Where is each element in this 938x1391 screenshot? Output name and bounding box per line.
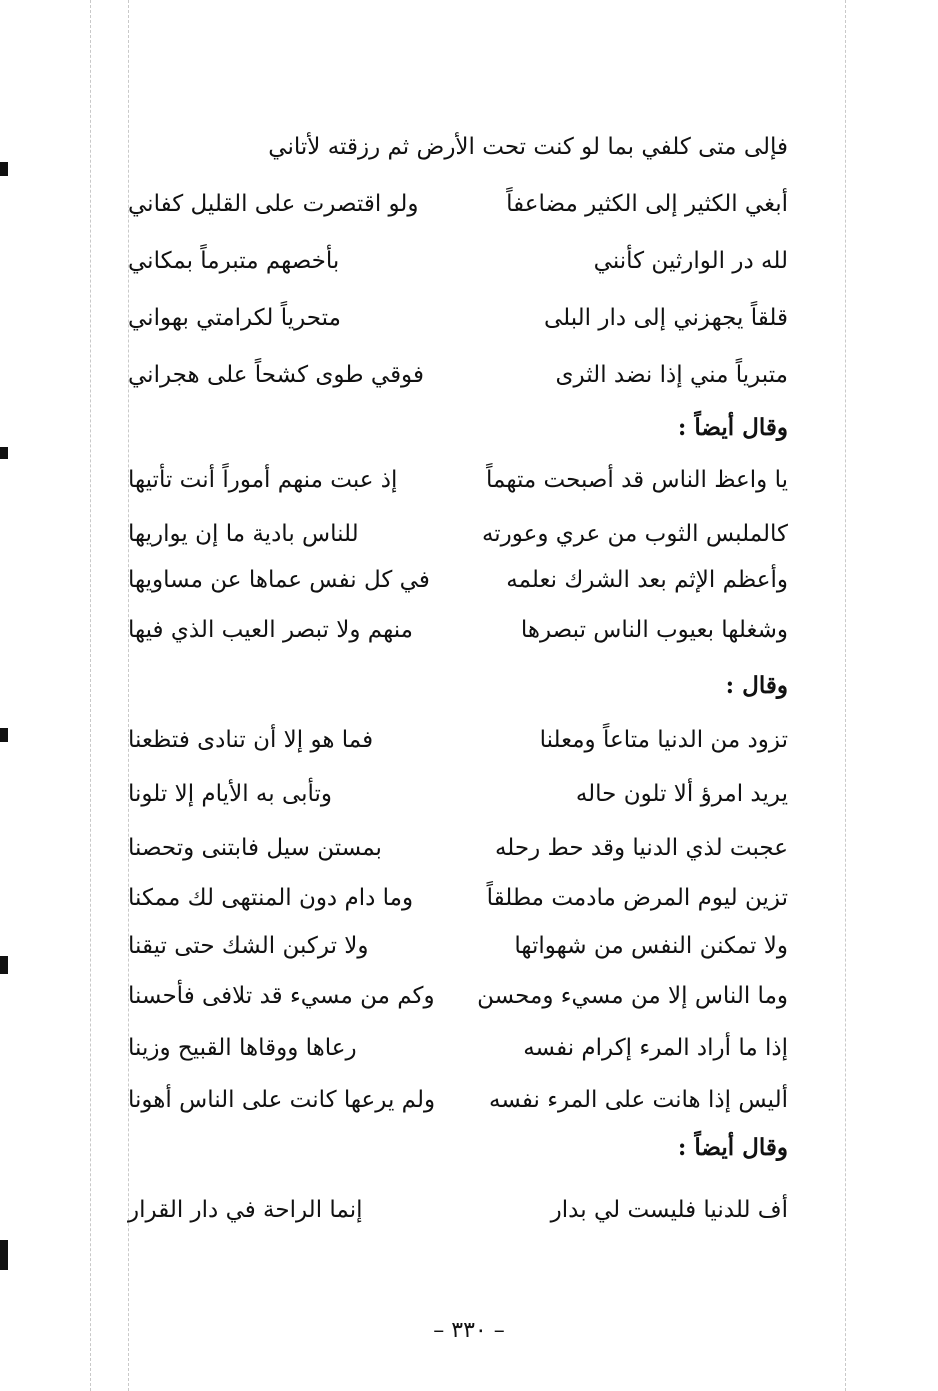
verse-second-hemistich: وما دام دون المنتهى لك ممكنا	[128, 885, 414, 911]
verse-second-hemistich: إنما الراحة في دار القرار	[128, 1197, 363, 1223]
verse-line	[128, 1188, 788, 1232]
verse-second-hemistich: منهم ولا تبصر العيب الذي فيها	[128, 617, 413, 643]
scan-guide-line	[90, 0, 91, 1391]
verse-second-hemistich: بمستن سيل فابتنى وتحصنا	[128, 835, 382, 861]
verse-second-hemistich: فما هو إلا أن تنادى فتظعنا	[128, 727, 374, 753]
page-number: – ٣٣٠ –	[433, 1318, 505, 1343]
verse-first-hemistich: يا واعظ الناس قد أصبحت متهماً	[486, 467, 788, 493]
verse-line	[128, 296, 788, 340]
poem-heading: وقال أيضاً :	[677, 414, 788, 441]
verse-first-hemistich: وشغلها بعيوب الناس تبصرها	[520, 617, 788, 643]
verse-first-hemistich: يريد امرؤ ألا تلون حاله	[575, 781, 788, 807]
verse-line	[128, 512, 788, 556]
scan-edge-mark	[0, 956, 8, 974]
verse-first-hemistich: قلقاً يجهزني إلى دار البلى	[543, 305, 788, 331]
verse-line	[128, 558, 788, 602]
verse-first-hemistich: ولا تمكنن النفس من شهواتها	[514, 933, 788, 959]
verse-first-hemistich: عجبت لذي الدنيا وقد حط رحله	[494, 835, 788, 861]
scan-edge-mark	[0, 728, 8, 742]
verse-line	[128, 458, 788, 502]
verse-full-line: فإلى متى كلفي بما لو كنت تحت الأرض ثم رزقته لأتاني	[268, 134, 788, 160]
verse-second-hemistich: بأخصهم متبرماً بمكاني	[128, 248, 340, 274]
verse-second-hemistich: للناس بادية ما إن يواريها	[128, 521, 359, 547]
verse-first-hemistich: تزين ليوم المرض مادمت مطلقاً	[486, 885, 788, 911]
verse-first-hemistich: وأعظم الإثم بعد الشرك نعلمه	[506, 567, 788, 593]
scan-edge-mark	[0, 162, 8, 176]
verse-first-hemistich: أبغي الكثير إلى الكثير مضاعفاً	[506, 191, 788, 217]
verse-first-hemistich: متبرياً مني إذا نضد الثرى	[555, 362, 788, 388]
verse-line	[128, 1026, 788, 1070]
verse-line	[128, 1078, 788, 1122]
verse-line	[128, 125, 788, 169]
verse-second-hemistich: رعاها ووقاها القبيح وزينا	[128, 1035, 357, 1061]
verse-line	[128, 876, 788, 920]
verse-second-hemistich: ولا تركبن الشك حتى تيقنا	[128, 933, 369, 959]
verse-second-hemistich: وتأبى به الأيام إلا تلونا	[128, 781, 333, 807]
verse-line	[128, 826, 788, 870]
verse-first-hemistich: وما الناس إلا من مسيء ومحسن	[477, 983, 788, 1009]
verse-second-hemistich: ولم يرعها كانت على الناس أهونا	[128, 1087, 436, 1113]
scan-edge-mark	[0, 1240, 8, 1270]
scan-guide-line	[845, 0, 846, 1391]
verse-first-hemistich: كالملبس الثوب من عري وعورته	[481, 521, 788, 547]
scan-edge-mark	[0, 447, 8, 459]
verse-second-hemistich: وكم من مسيء قد تلافى فأحسنا	[128, 983, 435, 1009]
verse-second-hemistich: ولو اقتصرت على القليل كفاني	[128, 191, 419, 217]
poem-heading: وقال أيضاً :	[677, 1134, 788, 1161]
verse-second-hemistich: فوقي طوى كشحاً على هجراني	[128, 362, 424, 388]
verse-second-hemistich: إذ عبت منهم أموراً أنت تأتيها	[128, 467, 398, 493]
verse-first-hemistich: لله در الوارثين كأنني	[593, 248, 788, 274]
verse-line	[128, 239, 788, 283]
verse-line	[128, 182, 788, 226]
verse-line	[128, 608, 788, 652]
verse-line	[128, 974, 788, 1018]
verse-line	[128, 924, 788, 968]
poem-heading: وقال :	[725, 672, 788, 699]
verse-line	[128, 718, 788, 762]
verse-first-hemistich: إذا ما أراد المرء إكرام نفسه	[523, 1035, 788, 1061]
verse-second-hemistich: متحرياً لكرامتي بهواني	[128, 305, 341, 331]
verse-line	[128, 772, 788, 816]
verse-second-hemistich: في كل نفس عماها عن مساويها	[128, 567, 430, 593]
verse-first-hemistich: أليس إذا هانت على المرء نفسه	[489, 1087, 788, 1113]
verse-line	[128, 353, 788, 397]
verse-first-hemistich: أف للدنيا فليست لي بدار	[550, 1197, 788, 1223]
verse-first-hemistich: تزود من الدنيا متاعاً ومعلنا	[539, 727, 788, 753]
